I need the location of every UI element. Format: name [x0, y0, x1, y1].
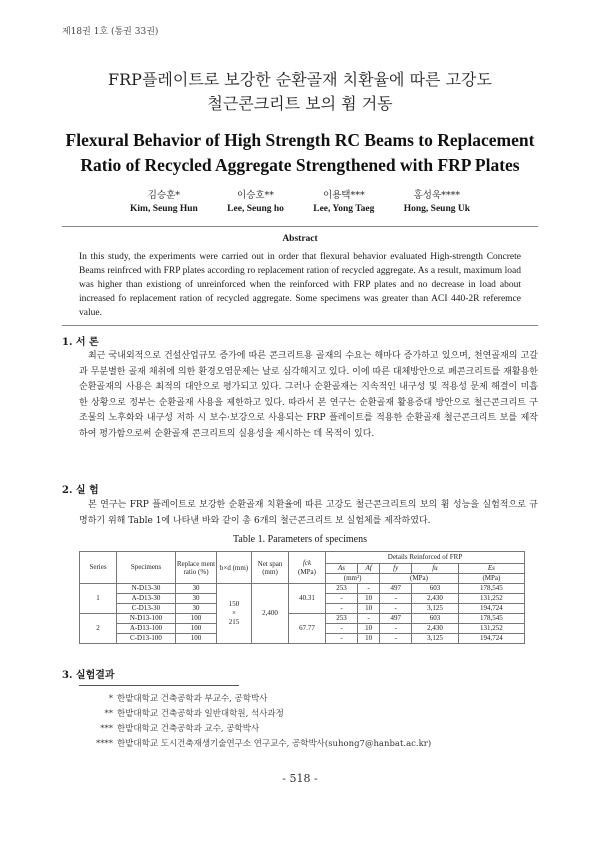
footnote-3	[79, 722, 431, 737]
author-2	[227, 187, 284, 214]
section-3-heading: 3. 실험결과	[62, 670, 115, 681]
fck-series-1-cell: 40.31	[289, 584, 326, 614]
af-cell: 10	[357, 634, 379, 644]
as-cell: -	[326, 604, 358, 614]
col-as-header: As	[326, 564, 358, 574]
author-1	[130, 187, 198, 214]
author-4-name-kr: 홍성욱****	[413, 190, 461, 201]
section-1-paragraph	[79, 349, 538, 442]
section-2-paragraph	[79, 498, 538, 529]
fu-cell: 2,430	[412, 594, 459, 604]
specimen-cell: C-D13-30	[117, 604, 176, 614]
es-cell: 131,252	[458, 624, 524, 634]
fck-symbol: fck	[302, 558, 312, 567]
fy-cell: -	[380, 624, 412, 634]
footnote-1-mark: *	[108, 694, 113, 704]
col-replacement-header: Replace ment ratio (%)	[176, 552, 217, 584]
fy-cell: 497	[380, 614, 412, 624]
bxd-times: ×	[232, 609, 236, 617]
fu-cell: 3,125	[412, 604, 459, 614]
modulus-unit: (MPa)	[458, 574, 524, 584]
as-cell: 253	[326, 614, 358, 624]
bxd-depth: 215	[228, 618, 240, 626]
fu-cell: 603	[412, 614, 459, 624]
fu-cell: 2,430	[412, 624, 459, 634]
korean-title-line-1: FRP플레이트로 보강한 순환골재 치환율에 따른 고강도	[108, 70, 492, 89]
as-cell: -	[326, 634, 358, 644]
series-2-cell: 2	[80, 614, 117, 644]
af-cell: 10	[357, 624, 379, 634]
english-title-line-1: Flexural Behavior of High Strength RC Beams to Replacement	[65, 130, 535, 150]
footnote-rule	[79, 685, 239, 686]
footnote-3-text: 한밭대학교 건축공학과 교수, 공학박사	[117, 724, 260, 734]
author-3-name-en: Lee, Yong Taeg	[313, 204, 375, 214]
bxd-width: 150	[228, 600, 240, 608]
as-cell: -	[326, 594, 358, 604]
col-series-header: Series	[80, 552, 117, 584]
author-list	[130, 187, 470, 214]
abstract-top-rule	[62, 226, 538, 227]
ratio-cell: 100	[176, 614, 217, 624]
col-fy-header: fy	[380, 564, 412, 574]
footnote-4-text: 한밭대학교 도시건축재생기술연구소 연구교수, 공학박사(suhong7@hanbat.ac.kr)	[117, 739, 432, 749]
es-cell: 131,252	[458, 594, 524, 604]
ratio-cell: 30	[176, 584, 217, 594]
specimen-parameter-table	[79, 551, 525, 644]
ratio-cell: 100	[176, 624, 217, 634]
es-cell: 194,724	[458, 634, 524, 644]
korean-title	[0, 68, 600, 116]
area-unit: (mm²)	[326, 574, 380, 584]
col-bxd-header: b×d (mm)	[217, 552, 252, 584]
author-2-name-en: Lee, Seung ho	[227, 204, 284, 214]
specimen-cell: N-D13-100	[117, 614, 176, 624]
table-row	[80, 584, 525, 594]
author-3-name-kr: 이용택***	[322, 190, 365, 201]
footnote-3-mark: ***	[100, 724, 113, 734]
table-caption: Table 1. Parameters of specimens	[233, 534, 367, 545]
specimen-cell: C-D13-100	[117, 634, 176, 644]
af-cell: -	[357, 584, 379, 594]
footnote-4	[79, 737, 431, 752]
english-title	[0, 128, 600, 178]
author-1-name-kr: 김승훈*	[147, 190, 181, 201]
english-title-line-2: Ratio of Recycled Aggregate Strengthened with FRP Plates	[80, 155, 520, 175]
span-cell: 2,400	[252, 584, 289, 644]
table-row	[80, 614, 525, 624]
section-1-heading: 1. 서 론	[62, 337, 99, 348]
strength-unit: (MPa)	[380, 574, 459, 584]
fu-cell: 603	[412, 584, 459, 594]
fy-cell: -	[380, 594, 412, 604]
footnote-1	[79, 692, 431, 707]
page-number: - 518 -	[282, 772, 318, 785]
fy-cell: -	[380, 604, 412, 614]
col-fu-header: fu	[412, 564, 459, 574]
abstract-heading: Abstract	[282, 234, 318, 244]
ratio-cell: 100	[176, 634, 217, 644]
col-span-header: Net span (mm)	[252, 552, 289, 584]
fck-unit: (MPa)	[298, 567, 316, 576]
af-cell: -	[357, 614, 379, 624]
es-cell: 194,724	[458, 604, 524, 614]
section-1-text: 최근 국내외적으로 건설산업규모 증가에 따른 콘크리트용 골재의 수요는 해마다 증가하고 있으며, 천연골재의 고갈과 무분별한 골재 채취에 의한 환경오염문제는 날로 심각해지고 있다. 이에 따른 대체방안으로 폐콘크리트를 재활용한 순환골재의 사용은 최적의 대안으로 평가되고 있다. 그러나 순환골재는 지속적인 내구성 및 적용성 문제 해결이 미흡한 상황으로 정부는 순환골재 사용을 제한하고 있다. 따라서 본 연구는 순환골재 활용증대 방안으로 철근콘크리트 구조물의 노후화와 내구성 저하 시 보수·보강으로 사용되는 FRP 플레이트를 적용한 순환골재 철근콘크리트 보를 제작하여 평가함으로써 순환골재 콘크리트의 실용성을 제시하는 데 목적이 있다.	[79, 351, 538, 439]
series-1-cell: 1	[80, 584, 117, 614]
section-2-text: 본 연구는 FRP 플레이트로 보강한 순환골재 치환율에 따른 고강도 철근콘크리트의 보의 휨 성능을 실험적으로 규명하기 위해 Table 1에 나타낸 바와 같이 총 6개의 철근콘크리트 보 실험체를 제작하였다.	[79, 500, 538, 526]
bxd-cell	[217, 584, 252, 644]
author-2-name-kr: 이승호**	[237, 190, 275, 201]
author-4	[404, 187, 470, 214]
footnote-4-mark: ****	[96, 739, 113, 749]
ratio-cell: 30	[176, 604, 217, 614]
footnote-2-mark: **	[104, 709, 113, 719]
col-fck-header	[289, 552, 326, 584]
footnote-2	[79, 707, 431, 722]
col-es-header: Es	[458, 564, 524, 574]
specimen-cell: A-D13-30	[117, 594, 176, 604]
col-af-header: Af	[357, 564, 379, 574]
fu-cell: 3,125	[412, 634, 459, 644]
as-cell: -	[326, 624, 358, 634]
author-1-name-en: Kim, Seung Hun	[130, 204, 198, 214]
korean-title-line-2: 철근콘크리트 보의 휨 거동	[207, 94, 393, 113]
es-cell: 178,545	[458, 584, 524, 594]
author-4-name-en: Hong, Seung Uk	[403, 204, 470, 214]
col-details-header: Details Reinforced of FRP	[326, 552, 525, 564]
footnote-1-text: 한밭대학교 건축공학과 부교수, 공학박사	[117, 694, 268, 704]
section-2-heading: 2. 실 험	[62, 485, 99, 496]
fy-cell: -	[380, 634, 412, 644]
fck-series-2-cell: 67.77	[289, 614, 326, 644]
as-cell: 253	[326, 584, 358, 594]
specimen-cell: N-D13-30	[117, 584, 176, 594]
es-cell: 178,545	[458, 614, 524, 624]
footnote-list	[79, 692, 431, 752]
af-cell: 10	[357, 594, 379, 604]
abstract-bottom-rule	[62, 325, 538, 326]
journal-header: 제18권 1호 (통권 33권)	[62, 27, 159, 37]
footnote-2-text: 한밭대학교 건축공학과 일반대학원, 석사과정	[117, 709, 284, 719]
author-3	[313, 187, 374, 214]
af-cell: 10	[357, 604, 379, 614]
abstract-text: In this study, the experiments were carried out in order that flexural behavior evaluated High-strength Concrete Beams reinfrced with FRP plates according ro replacement ration of recycled aggregate. As a result, maximum load was higher than existiong of unreinforced when the reinforced with FRP plates and no decrease in load about increased fo replacement ration of recycled aggregate. Some specimens was greater than ACI 440-2R referemce value.	[79, 252, 521, 318]
fy-cell: 497	[380, 584, 412, 594]
specimen-cell: A-D13-100	[117, 624, 176, 634]
col-specimens-header: Specimens	[117, 552, 176, 584]
ratio-cell: 30	[176, 594, 217, 604]
